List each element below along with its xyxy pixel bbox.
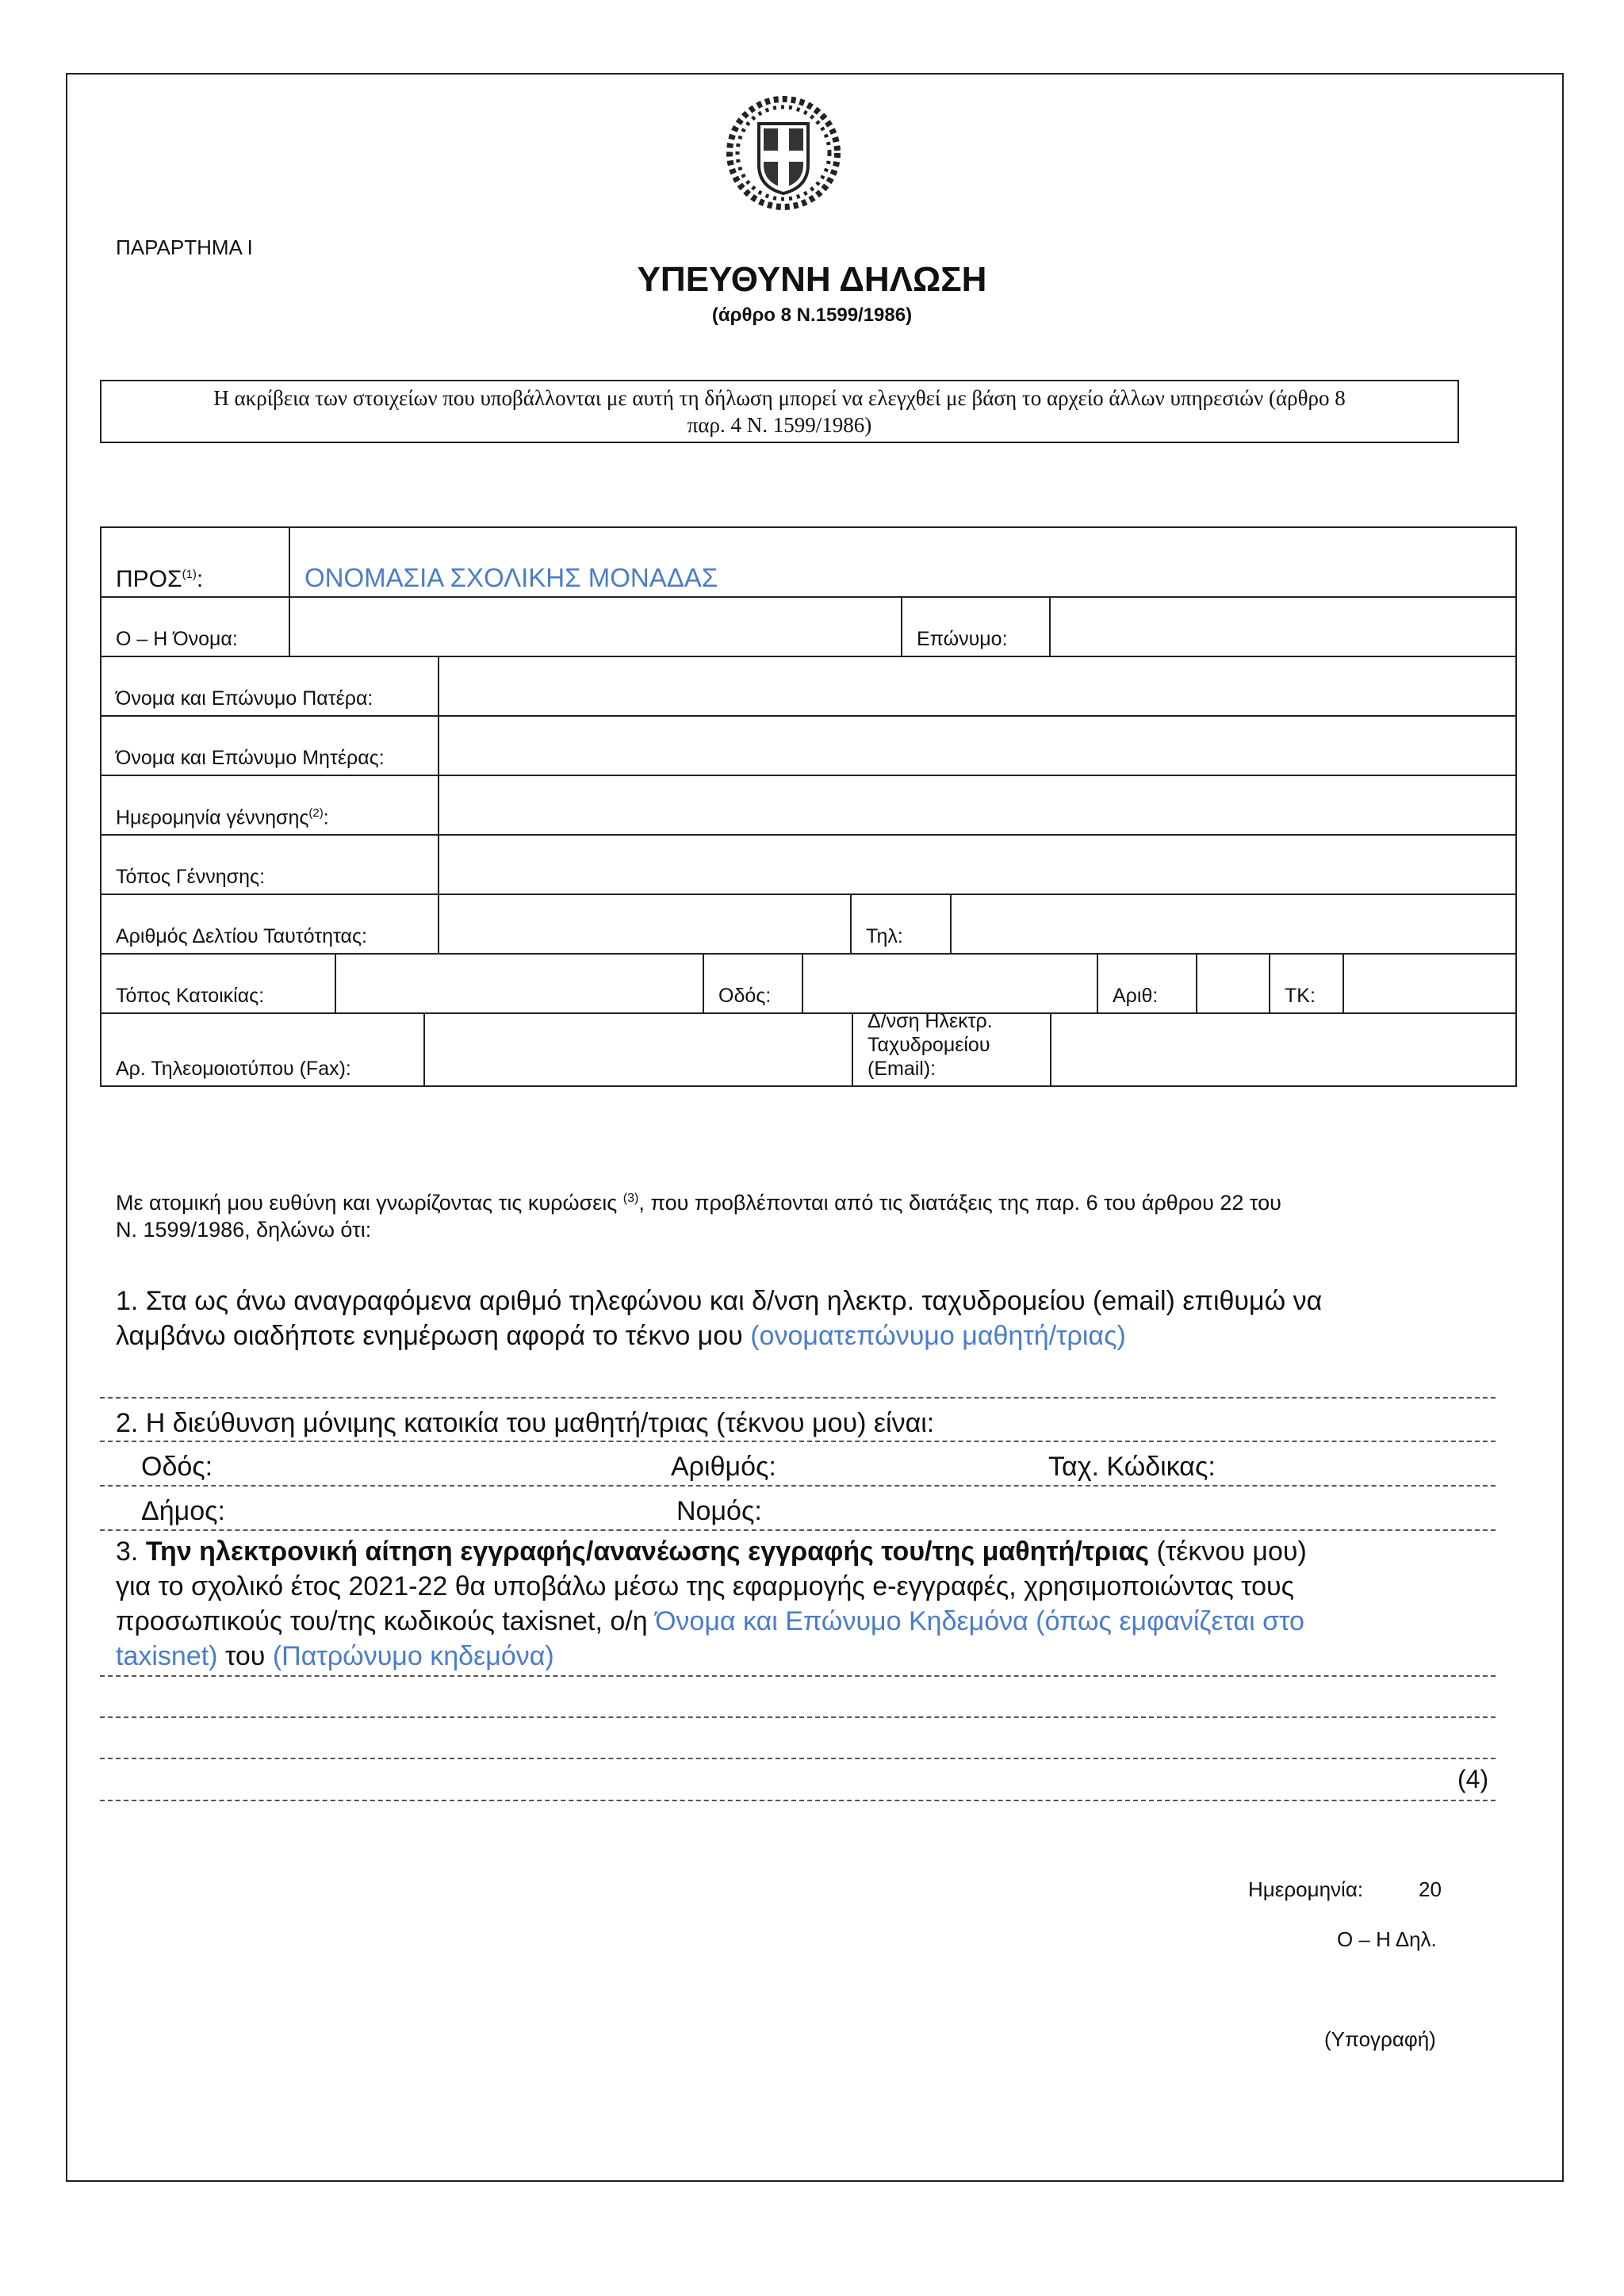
id-card-field[interactable]: [438, 895, 850, 953]
dotted-fill-line: [100, 1397, 1496, 1399]
form-row-residence: [100, 953, 1517, 1012]
dotted-fill-line: [100, 1716, 1496, 1718]
email-label: Δ/νση Ηλεκτρ. Ταχυδρομείου (Email):: [868, 1010, 993, 1080]
street-label: Οδός:: [718, 985, 772, 1007]
dotted-fill-line: [100, 1758, 1496, 1759]
guardian-name-placeholder-cont: taxisnet): [116, 1641, 218, 1671]
form-row-father: [100, 656, 1517, 715]
date-year-field[interactable]: 20: [1419, 1877, 1442, 1901]
form-row-recipient: [100, 526, 1517, 596]
form-row-id-card: [100, 894, 1517, 953]
declaration-item-3: 3. Την ηλεκτρονική αίτηση εγγραφής/ανανέωσης εγγραφής του/της μαθητή/τριας (τέκνου μου) για το σχολικό έτος 2021-22 θα υποβάλω μέσω της εφαρμογής e-εγγραφές, χρησιμοποιώντας τους προσωπικούς του/της κωδικούς taxisnet, ο/η Όνομα και Επώνυμο Κηδεμόνα (όπως εμφανίζεται στο taxisnet) του (Πατρώνυμο κηδεμόνα): [116, 1536, 1307, 1671]
postcode-field[interactable]: [1342, 955, 1515, 1012]
birth-date-field[interactable]: [438, 776, 1515, 834]
first-name-label: Ο – Η Όνομα:: [116, 628, 238, 650]
guardian-patronymic-placeholder: (Πατρώνυμο κηδεμόνα): [272, 1641, 554, 1671]
recipient-label: ΠΡΟΣ$^{(1)}$:: [116, 566, 204, 592]
form-row-birth-date: [100, 775, 1517, 834]
item2-postcode-label: Ταχ. Κώδικας:: [1048, 1452, 1216, 1482]
phone-label: Τηλ:: [866, 925, 903, 947]
footnote-4-marker: (4): [1457, 1765, 1489, 1793]
recipient-field[interactable]: [289, 528, 1515, 596]
coat-of-arms-emblem: [724, 94, 843, 212]
accuracy-notice-line: Η ακρίβεια των στοιχείων που υποβάλλονται με αυτή τη δήλωση μπορεί να ελεγχθεί με βάση το αρχείο άλλων υπηρεσιών (άρθρο 8: [213, 386, 1346, 410]
number-field[interactable]: [1196, 955, 1269, 1012]
dotted-fill-line: [100, 1441, 1496, 1442]
residence-label: Τόπος Κατοικίας:: [116, 985, 265, 1007]
form-row-contact: [100, 1012, 1517, 1087]
last-name-field[interactable]: [1049, 598, 1515, 656]
mother-name-label: Όνομα και Επώνυμο Μητέρας:: [116, 747, 385, 769]
student-name-placeholder: (ονοματεπώνυμο μαθητή/τριας): [750, 1321, 1126, 1351]
document-title: ΥΠΕΥΘΥΝΗ ΔΗΛΩΣΗ: [637, 260, 987, 299]
first-name-field[interactable]: [289, 598, 901, 656]
declaration-item-1: 1. Στα ως άνω αναγραφόμενα αριθμό τηλεφώνου και δ/νση ηλεκτρ. ταχυδρομείου (email) επιθυμώ να λαμβάνω οιαδήποτε ενημέρωση αφορά το τέκνο μου (ονοματεπώνυμο μαθητή/τριας): [116, 1286, 1323, 1351]
guardian-name-placeholder: Όνομα και Επώνυμο Κηδεμόνα (όπως εμφανίζεται στο: [655, 1606, 1304, 1636]
declaration-intro: Με ατομική μου ευθύνη και γνωρίζοντας τις κυρώσεις $^{(3)}$, που προβλέπονται από τις διατάξεις της παρ. 6 του άρθρου 22 του Ν. 1599/1986, δηλώνω ότι:: [116, 1191, 1281, 1242]
residence-field[interactable]: [335, 955, 703, 1012]
annex-label: ΠΑΡΑΡΤΗΜΑ Ι: [116, 235, 253, 259]
dotted-fill-line: [100, 1529, 1496, 1531]
mother-name-field[interactable]: [438, 717, 1515, 775]
item2-street-label: Οδός:: [141, 1452, 213, 1482]
id-card-label: Αριθμός Δελτίου Ταυτότητας:: [116, 925, 367, 947]
declaration-item-2: 2. Η διεύθυνση μόνιμης κατοικία του μαθητή/τριας (τέκνου μου) είναι:: [116, 1408, 935, 1438]
date-label: Ημερομηνία:: [1248, 1877, 1364, 1901]
recipient-placeholder: ΟΝΟΜΑΣΙΑ ΣΧΟΛΙΚΗΣ ΜΟΝΑΔΑΣ: [304, 563, 718, 592]
declarant-label: Ο – Η Δηλ.: [1337, 1927, 1437, 1951]
document-subtitle: (άρθρο 8 Ν.1599/1986): [711, 304, 913, 326]
fax-label: Αρ. Τηλεομοιοτύπου (Fax):: [116, 1058, 351, 1080]
street-field[interactable]: [802, 955, 1097, 1012]
birth-date-label: Ημερομηνία γέννησης$^{(2)}$:: [116, 806, 329, 828]
item2-number-label: Αριθμός:: [671, 1452, 776, 1482]
item2-prefecture-label: Νομός:: [676, 1496, 762, 1526]
last-name-label: Επώνυμο:: [917, 628, 1008, 650]
father-name-label: Όνομα και Επώνυμο Πατέρα:: [116, 687, 373, 710]
number-label: Αριθ:: [1113, 985, 1159, 1007]
form-row-mother: [100, 715, 1517, 775]
dotted-fill-line: [100, 1800, 1496, 1801]
form-row-name: [100, 596, 1517, 656]
dotted-fill-line: [100, 1485, 1496, 1487]
father-name-field[interactable]: [438, 657, 1515, 715]
email-field[interactable]: [1050, 1014, 1515, 1085]
accuracy-notice-line: παρ. 4 Ν. 1599/1986): [687, 413, 872, 437]
postcode-label: ΤΚ:: [1285, 985, 1316, 1007]
signature-label: (Υπογραφή): [1324, 2027, 1436, 2051]
form-row-birth-place: [100, 834, 1517, 894]
dotted-fill-line: [100, 1675, 1496, 1677]
fax-field[interactable]: [423, 1014, 852, 1085]
phone-field[interactable]: [950, 895, 1515, 953]
item2-municipality-label: Δήμος:: [141, 1496, 225, 1526]
personal-details-form: [100, 526, 1517, 1087]
birth-place-field[interactable]: [438, 836, 1515, 894]
birth-place-label: Τόπος Γέννησης:: [116, 866, 266, 888]
accuracy-notice-box: [100, 380, 1459, 443]
